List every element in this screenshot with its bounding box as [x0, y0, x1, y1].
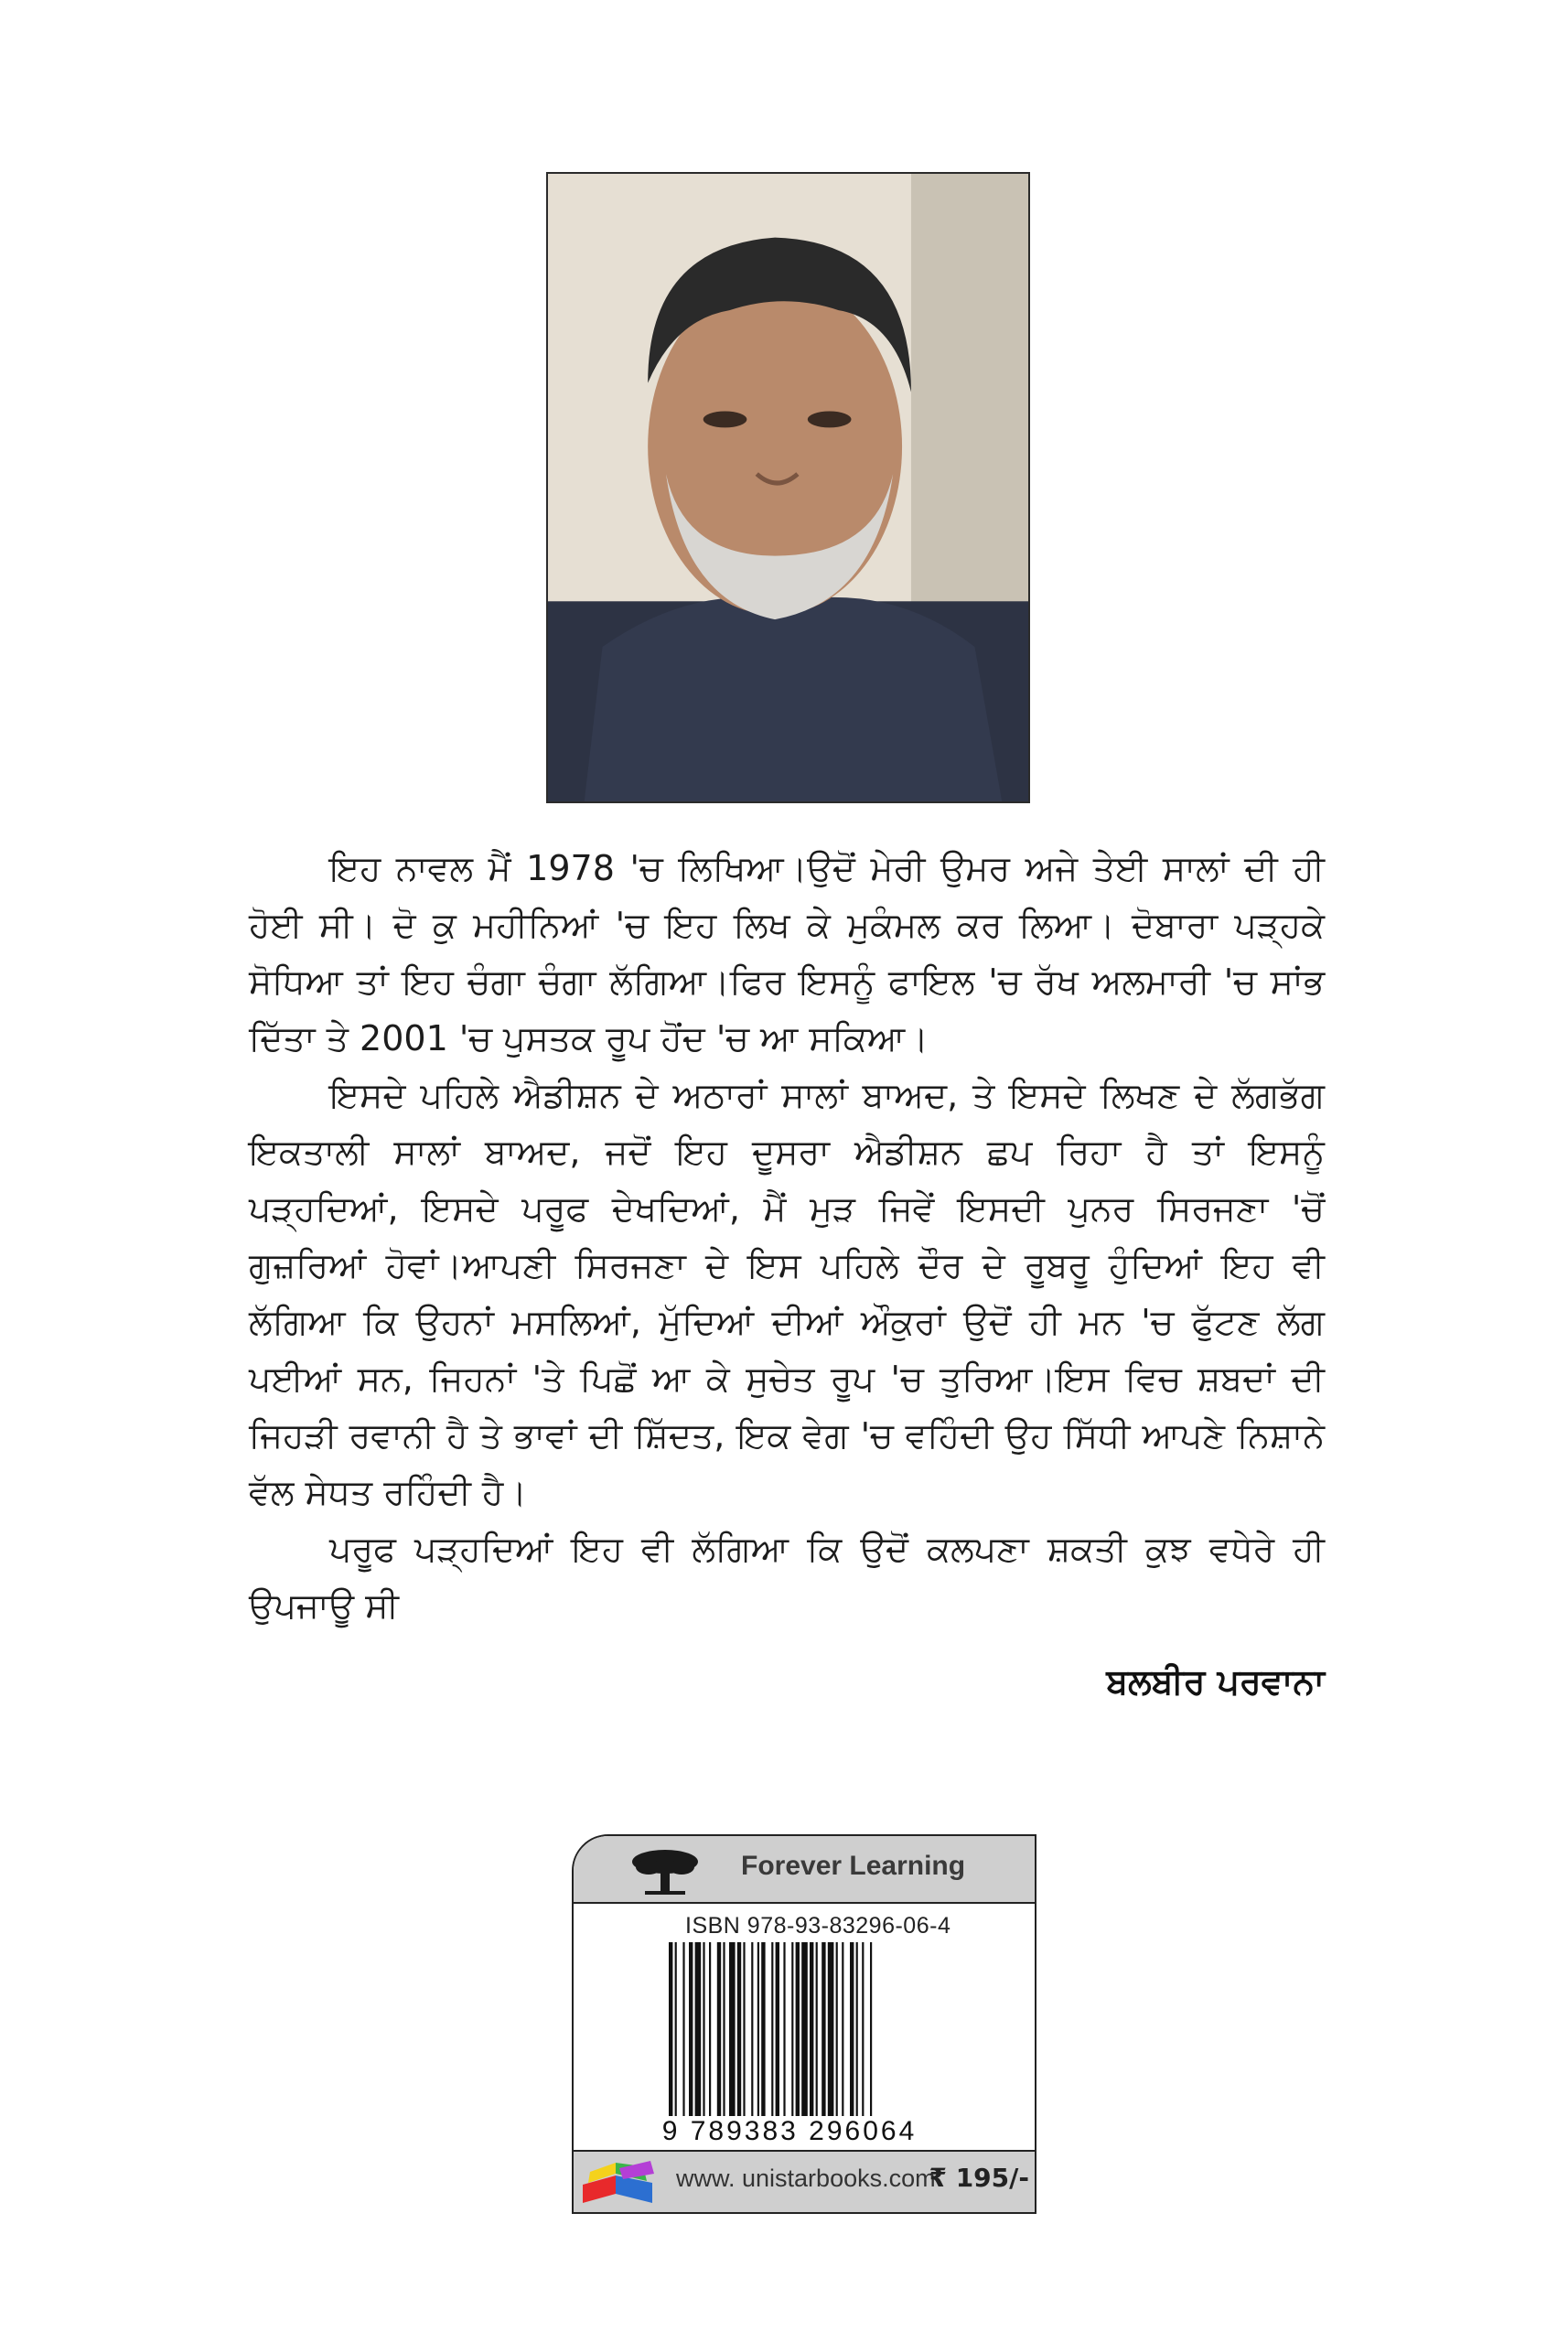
- barcode-bar: [675, 1942, 677, 2125]
- barcode-bar: [771, 1942, 773, 2125]
- tree-icon: [628, 1845, 702, 1896]
- barcode-bar: [842, 1942, 843, 2125]
- barcode-bar: [776, 1942, 779, 2125]
- barcode-header: [574, 1836, 1035, 1904]
- barcode-bar: [695, 1942, 702, 2125]
- barcode-bar: [703, 1942, 704, 2125]
- barcode: [669, 1942, 939, 2125]
- barcode-bar: [801, 1942, 808, 2125]
- barcode-bar: [783, 1942, 785, 2125]
- publisher-tagline: Forever Learning: [741, 1851, 966, 1881]
- barcode-bar: [828, 1942, 834, 2125]
- barcode-bar: [729, 1942, 736, 2125]
- barcode-bar: [836, 1942, 838, 2125]
- barcode-bar: [757, 1942, 759, 2125]
- barcode-bar: [709, 1942, 711, 2125]
- barcode-bar: [796, 1942, 800, 2125]
- barcode-bar: [669, 1942, 672, 2125]
- barcode-bar: [737, 1942, 741, 2125]
- barcode-bar: [862, 1942, 864, 2125]
- barcode-bar: [743, 1942, 745, 2125]
- barcode-bar: [682, 1942, 684, 2125]
- barcode-bar: [717, 1942, 721, 2125]
- barcode-bar: [723, 1942, 725, 2125]
- isbn-label: ISBN 978-93-83296-06-4: [685, 1913, 951, 1939]
- author-photo: [546, 172, 1030, 803]
- barcode-footer: [574, 2150, 1035, 2212]
- barcode-bar: [870, 1942, 872, 2125]
- barcode-digits: 9 789383 296064: [634, 2116, 945, 2149]
- barcode-bar: [856, 1942, 858, 2125]
- barcode-bar: [751, 1942, 753, 2125]
- barcode-bar: [689, 1942, 693, 2125]
- barcode-box: [572, 1834, 1036, 2214]
- barcode-bar: [816, 1942, 818, 2125]
- price-label: ₹ 195/-: [929, 2163, 1029, 2193]
- preface-text: [249, 840, 1325, 1634]
- barcode-bar: [850, 1942, 854, 2125]
- barcode-bar: [791, 1942, 793, 2125]
- paragraph-1: ਇਹ ਨਾਵਲ ਮੈਂ 1978 'ਚ ਲਿਖਿਆ।ਉਦੋਂ ਮੇਰੀ ਉਮਰ ਅਜੇ ਤੇਈ ਸਾਲਾਂ ਦੀ ਹੀ ਹੋਈ ਸੀ। ਦੋ ਕੁ ਮਹੀਨਿਆਂ 'ਚ ਇਹ ਲਿਖ ਕੇ ਮੁਕੰਮਲ ਕਰ ਲਿਆ। ਦੋਬਾਰਾ ਪੜ੍ਹਕੇ ਸੋਧਿਆ ਤਾਂ ਇਹ ਚੰਗਾ ਚੰਗਾ ਲੱਗਿਆ।ਫਿਰ ਇਸਨੂੰ ਫਾਇਲ 'ਚ ਰੱਖ ਅਲਮਾਰੀ 'ਚ ਸਾਂਭ ਦਿੱਤਾ ਤੇ 2001 'ਚ ਪੁਸਤਕ ਰੂਪ ਹੋਂਦ 'ਚ ਆ ਸਕਿਆ।: [249, 848, 1325, 1058]
- publisher-website: www. unistarbooks.com: [676, 2165, 936, 2192]
- paragraph-3: ਪਰੂਫ ਪੜ੍ਹਦਿਆਂ ਇਹ ਵੀ ਲੱਗਿਆ ਕਿ ਉਦੋਂ ਕਲਪਣਾ ਸ਼ਕਤੀ ਕੁਝ ਵਧੇਰੇ ਹੀ ਉਪਜਾਊ ਸੀ: [249, 1529, 1325, 1626]
- barcode-bar: [761, 1942, 765, 2125]
- author-signature: ਬਲਬੀਰ ਪਰਵਾਨਾ: [1106, 1661, 1325, 1702]
- book-logo-icon: [579, 2157, 661, 2207]
- barcode-bar: [822, 1942, 825, 2125]
- paragraph-2: ਇਸਦੇ ਪਹਿਲੇ ਐਡੀਸ਼ਨ ਦੇ ਅਠਾਰਾਂ ਸਾਲਾਂ ਬਾਅਦ, ਤੇ ਇਸਦੇ ਲਿਖਣ ਦੇ ਲੱਗਭੱਗ ਇਕਤਾਲੀ ਸਾਲਾਂ ਬਾਅਦ, ਜਦੋਂ ਇਹ ਦੂਸਰਾ ਐਡੀਸ਼ਨ ਛਪ ਰਿਹਾ ਹੈ ਤਾਂ ਇਸਨੂੰ ਪੜ੍ਹਦਿਆਂ, ਇਸਦੇ ਪਰੂਫ ਦੇਖਦਿਆਂ, ਮੈਂ ਮੁੜ ਜਿਵੇਂ ਇਸਦੀ ਪੁਨਰ ਸਿਰਜਣਾ 'ਚੋਂ ਗੁਜ਼ਰਿਆਂ ਹੋਵਾਂ।ਆਪਣੀ ਸਿਰਜਣਾ ਦੇ ਇਸ ਪਹਿਲੇ ਦੌਰ ਦੇ ਰੂਬਰੂ ਹੁੰਦਿਆਂ ਇਹ ਵੀ ਲੱਗਿਆ ਕਿ ਉਹਨਾਂ ਮਸਲਿਆਂ, ਮੁੱਦਿਆਂ ਦੀਆਂ ਔਕੁਰਾਂ ਉਦੋਂ ਹੀ ਮਨ 'ਚ ਫੁੱਟਣ ਲੱਗ ਪਈਆਂ ਸਨ, ਜਿਹਨਾਂ 'ਤੇ ਪਿਛੋਂ ਆ ਕੇ ਸੁਚੇਤ ਰੂਪ 'ਚ ਤੁਰਿਆ।ਇਸ ਵਿਚ ਸ਼ਬਦਾਂ ਦੀ ਜਿਹੜੀ ਰਵਾਨੀ ਹੈ ਤੇ ਭਾਵਾਂ ਦੀ ਸ਼ਿੱਦਤ, ਇਕ ਵੇਗ 'ਚ ਵਹਿੰਦੀ ਉਹ ਸਿੱਧੀ ਆਪਣੇ ਨਿਸ਼ਾਨੇ ਵੱਲ ਸੇਧਤ ਰਹਿੰਦੀ ਹੈ।: [249, 1075, 1325, 1512]
- barcode-bar: [810, 1942, 813, 2125]
